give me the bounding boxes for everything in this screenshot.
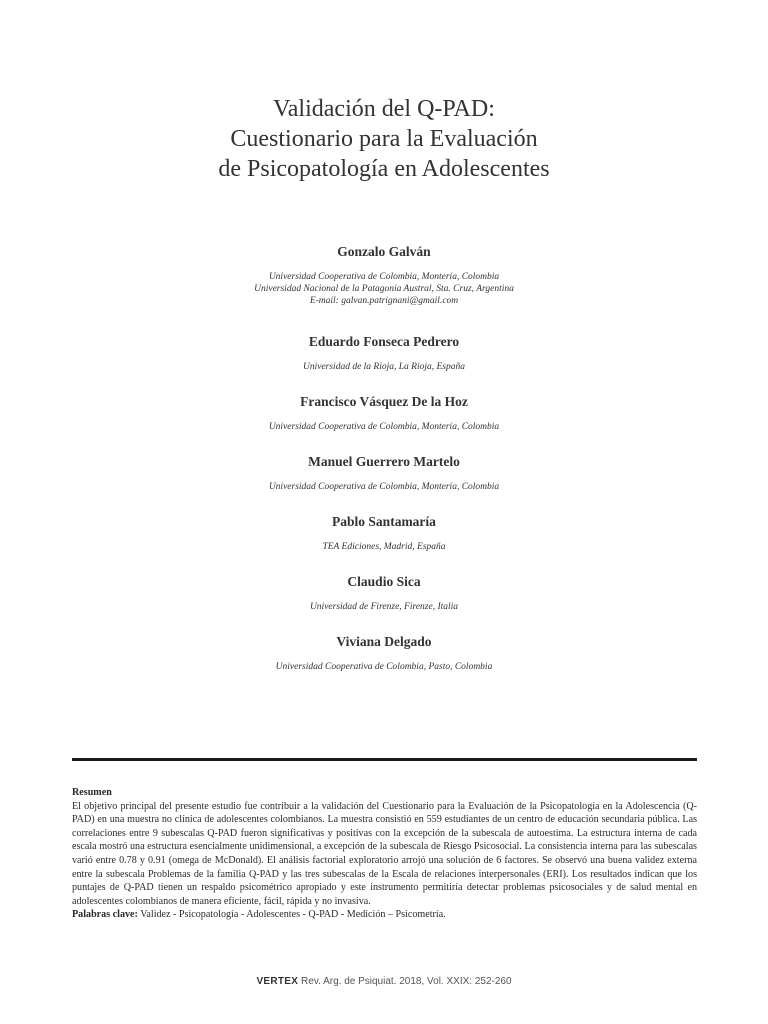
author-block <box>0 244 768 334</box>
author-affiliation: Universidad de la Rioja, La Rioja, España <box>302 362 466 372</box>
author-name: Eduardo Fonseca Pedrero <box>308 334 460 349</box>
author-affiliation: Universidad Cooperativa de Colombia, Montería, Colombia <box>268 272 500 282</box>
author-affiliation: Universidad Cooperativa de Colombia, Pasto, Colombia <box>275 662 493 672</box>
author-block <box>0 574 768 634</box>
author-block <box>0 634 768 694</box>
author-affiliation: Universidad de Firenze, Firenze, Italia <box>309 602 459 612</box>
paper-title <box>0 94 768 184</box>
title-line-3: de Psicopatología en Adolescentes <box>218 156 550 182</box>
author-name: Viviana Delgado <box>336 634 432 649</box>
author-name: Manuel Guerrero Martelo <box>308 454 460 469</box>
author-email: E-mail: galvan.patrignani@gmail.com <box>309 296 459 306</box>
journal-citation: Rev. Arg. de Psiquiat. 2018, Vol. XXIX: 252-260 <box>301 976 512 987</box>
section-divider <box>72 758 697 761</box>
author-list <box>0 244 768 694</box>
author-name: Gonzalo Galván <box>337 244 431 259</box>
title-line-1: Validación del Q-PAD: <box>273 96 495 122</box>
abstract <box>72 786 697 922</box>
author-block <box>0 454 768 514</box>
author-affiliation: Universidad Cooperativa de Colombia, Montería, Colombia <box>268 482 500 492</box>
page-footer <box>0 976 768 987</box>
author-name: Claudio Sica <box>347 574 421 589</box>
keywords <box>72 908 697 922</box>
author-affiliation: Universidad Cooperativa de Colombia, Montería, Colombia <box>268 422 500 432</box>
author-affiliation: Universidad Nacional de la Patagonia Austral, Sta. Cruz, Argentina <box>254 284 514 294</box>
author-affiliation: TEA Ediciones, Madrid, España <box>322 542 446 552</box>
author-block <box>0 334 768 394</box>
abstract-text: El objetivo principal del presente estudio fue contribuir a la validación del Cuestionario para la Evaluación de la Psicopatología en la Adolescencia (Q-PAD) en una muestra no clínica de adolescentes colombianos. La muestra consistió en 559 estudiantes de un centro de educación secundaria pública. Las correlaciones entre 9 subescalas Q-PAD fueron significativas y positivas con la excepción de la subescala de autoestima. La estructura interna de cada escala mostró una estructura esencialmente unidimensional, a excepción de la subescala de Riesgo Psicosocial. La consistencia interna para las subescalas varió entre 0.78 y 0.91 (omega de McDonald). El análisis factorial exploratorio arrojó una solución de 6 factores. Se observó una buena validez externa entre la subescala Problemas de la familia Q-PAD y las tres subescalas de la Escala de relaciones interpersonales (ERI). Los resultados indican que los puntajes de Q-PAD tienen un respaldo psicométrico apropiado y este instrumento permitiría detectar problemas psicosociales y de salud mental en adolescentes colombianos de manera eficiente, fácil, rápida y no invasiva. <box>72 800 697 907</box>
author-block <box>0 394 768 454</box>
author-name: Pablo Santamaría <box>332 514 436 529</box>
title-line-2: Cuestionario para la Evaluación <box>230 126 538 152</box>
keywords-list: Validez - Psicopatología - Adolescentes - Q-PAD - Medición – Psicometría. <box>140 909 446 921</box>
author-name: Francisco Vásquez De la Hoz <box>300 394 468 409</box>
journal-brand: VERTEX <box>256 976 299 987</box>
keywords-label: Palabras clave: <box>72 909 138 921</box>
author-block <box>0 514 768 574</box>
abstract-heading: Resumen <box>72 787 112 798</box>
